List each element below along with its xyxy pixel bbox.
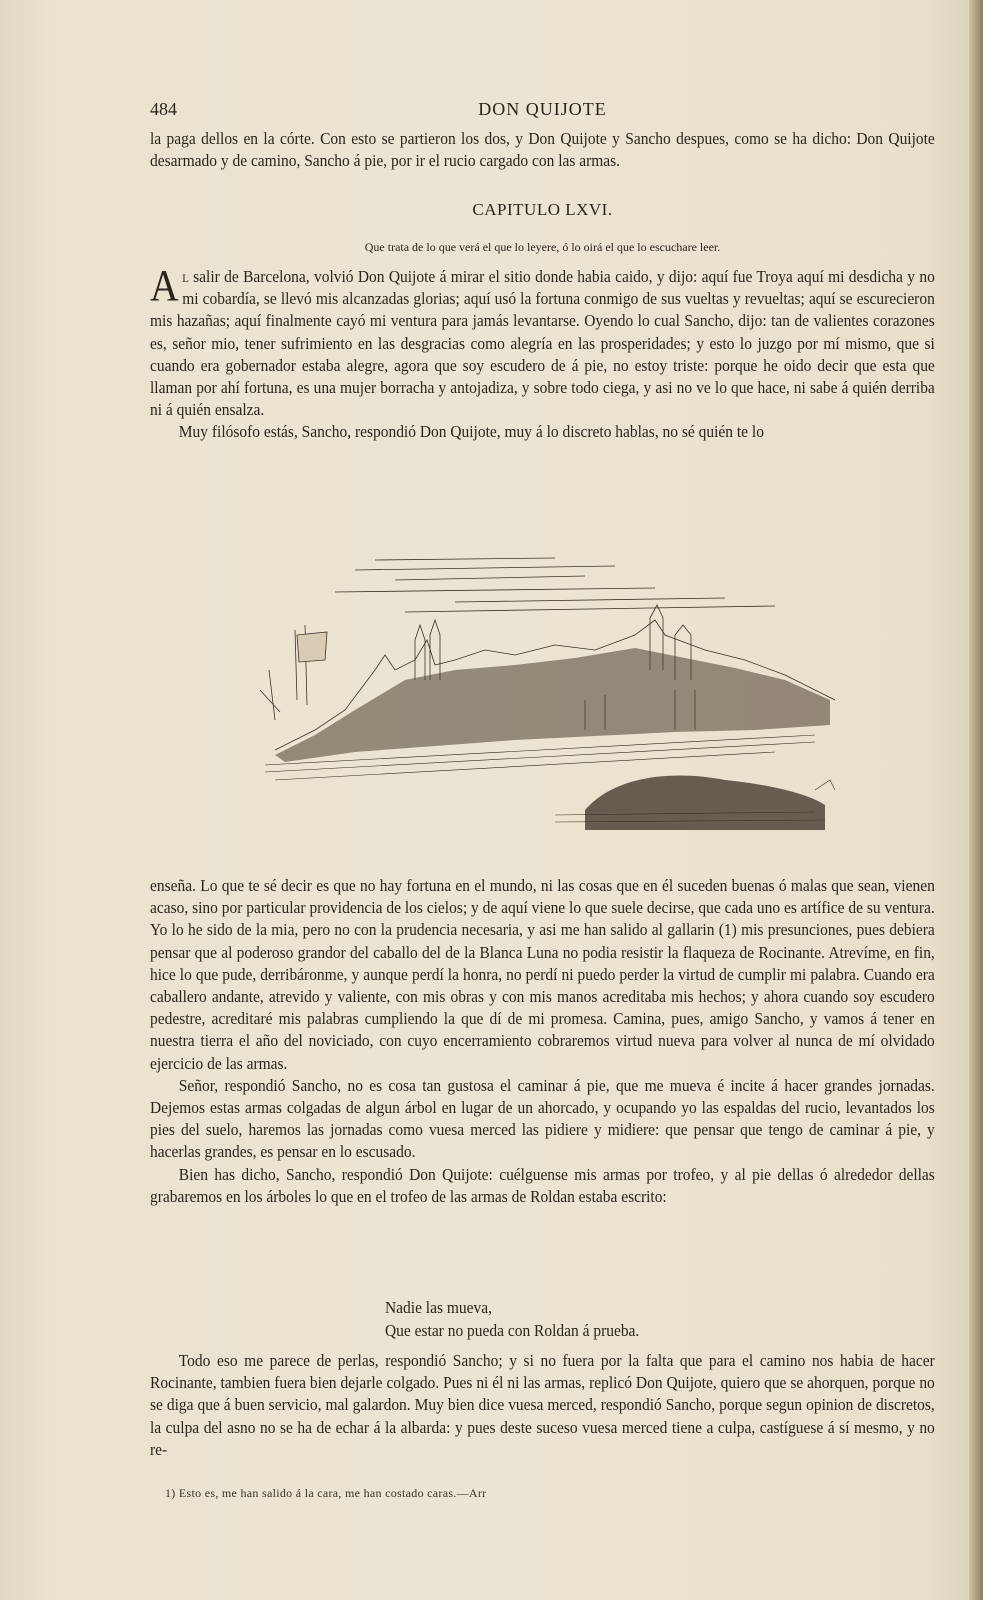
- chapter-title: CAPITULO LXVI.: [472, 200, 613, 219]
- verse-line: Nadie las mueva,: [385, 1298, 492, 1317]
- paragraph-text: enseña. Lo que te sé decir es que no hay fortuna en el mundo, ni las cosas que en él suceden buenas ó malas que sean, vienen acaso, sino por particular providencia de los cielos; y de aquí viene lo que suele decirse, que cada uno es artífice de su ventura. Yo lo he sido de la mia, pero no con la prudencia necesaria, y asi me han salido al gallarin (1) mis presunciones, pues debiera pensar que al poderoso grandor del caballo del de la Blanca Luna no podia resistir la flaqueza de Rocinante. Atrevíme, en fin, hice lo que pude, derribáronme, y aunque perdí la honra, no perdí ni puedo perder la virtud de cumplir mi palabra. Cuando era caballero andante, atrevido y valiente, con mis obras y con mis manos acreditaba mis hechos; y ahora cuando soy escudero pedestre, acreditaré mis palabras cumpliendo la que dí de mi promesa. Camina, pues, amigo Sancho, y vamos á tener en nuestra tierra el año del noviciado, con cuyo encerramiento cobraremos virtud nueva para volver al nunca de mí olvidado ejercicio de las armas.: [150, 876, 935, 1073]
- paragraph-text: Muy filósofo estás, Sancho, respondió Don Quijote, muy á lo discreto hablas, no sé quién te lo: [178, 422, 764, 442]
- dropcap: A: [150, 261, 179, 310]
- body-before-figure: [150, 261, 935, 444]
- paragraph-text: Bien has dicho, Sancho, respondió Don Quijote: cuélguense mis armas por trofeo, y al pie dellas ó alrededor dellas grabaremos en los árboles lo que en el trofeo de las armas de Roldan estaba escrito:: [150, 1164, 935, 1206]
- page-number: 484: [150, 99, 177, 119]
- paragraph-text: salir de Barcelona, volvió Don Quijote á mirar el sitio donde habia caido, y dijo: aquí fue Troya aquí mi desdicha y no mi cobardía, se llevó mis alcanzadas glorias; aquí usó la fortuna conmigo de sus vueltas y revueltas; aquí se escurecieron mis hazañas; aquí finalmente cayó mi ventura para jamás levantarse. Oyendo lo cual Sancho, dijo: tan de valientes corazones es, señor mio, tener sufrimiento en las desgracias como alegría en las prosperidades; y esto lo juzgo por mí mismo, que si cuando era gobernador estaba alegre, agora que soy escudero de á pie, no estoy triste: porque he oido decir que esta que llaman por ahí fortuna, es una mujer borracha y antojadiza, y sobre todo ciega, y asi no ve lo que hace, ni sabe á quién derriba ni á quién ensalza.: [150, 267, 935, 420]
- chapter-summary: Que trata de lo que verá el que lo leyere, ó lo oirá el que lo escuchare leer.: [364, 240, 721, 254]
- paragraph-opening: [150, 261, 935, 421]
- verse-block: [385, 1296, 639, 1342]
- opening-paragraph: la paga dellos en la córte. Con esto se partieron los dos, y Don Quijote y Sancho despues, como se ha dicho: Don Quijote desarmado y de camino, Sancho á pie, por ir el rucio cargado con las armas.: [150, 129, 935, 171]
- body-after-verse: [150, 1350, 935, 1461]
- opening-text-block: [150, 128, 935, 172]
- running-title: DON QUIJOTE: [478, 99, 607, 119]
- body-after-figure: [150, 875, 935, 1208]
- running-head: [150, 99, 935, 123]
- verse-line: Que estar no pueda con Roldan á prueba.: [385, 1321, 640, 1340]
- dropcap-continuation: l: [182, 267, 189, 286]
- page-edge: [969, 0, 983, 1600]
- footnote: 1) Esto es, me han salido á la cara, me han costado caras.—Arr: [165, 1486, 487, 1500]
- paragraph-text: Señor, respondió Sancho, no es cosa tan gustosa el caminar á pie, que me mueva é incite á hacer grandes jornadas. Dejemos estas armas colgadas de algun árbol en lugar de un ahorcado, y ocupando yo las espaldas del rucio, levantados los pies del suelo, haremos las jornadas como vuesa merced las pidiere y midiere: que pensar que tengo de caminar á pie, y hacerlas grandes, es pensar en lo escusado.: [150, 1075, 935, 1162]
- engraving-barcelona-view: [255, 540, 835, 840]
- paragraph-text: Todo eso me parece de perlas, respondió Sancho; y si no fuera por la falta que para el camino nos habia de hacer Rocinante, tambien fuera bien dejarle colgado. Pues ni él ni las armas, replicó Don Quijote, quiero que se ahorquen, porque no se diga que á buen servicio, mal galardon. Muy bien dice vuesa merced, respondió Sancho, porque segun opinion de discretos, la culpa del asno no se ha de echar á la albarda: y pues deste suceso vuesa merced tiene a culpa, castíguese á sí mesmo, y no re-: [150, 1351, 935, 1459]
